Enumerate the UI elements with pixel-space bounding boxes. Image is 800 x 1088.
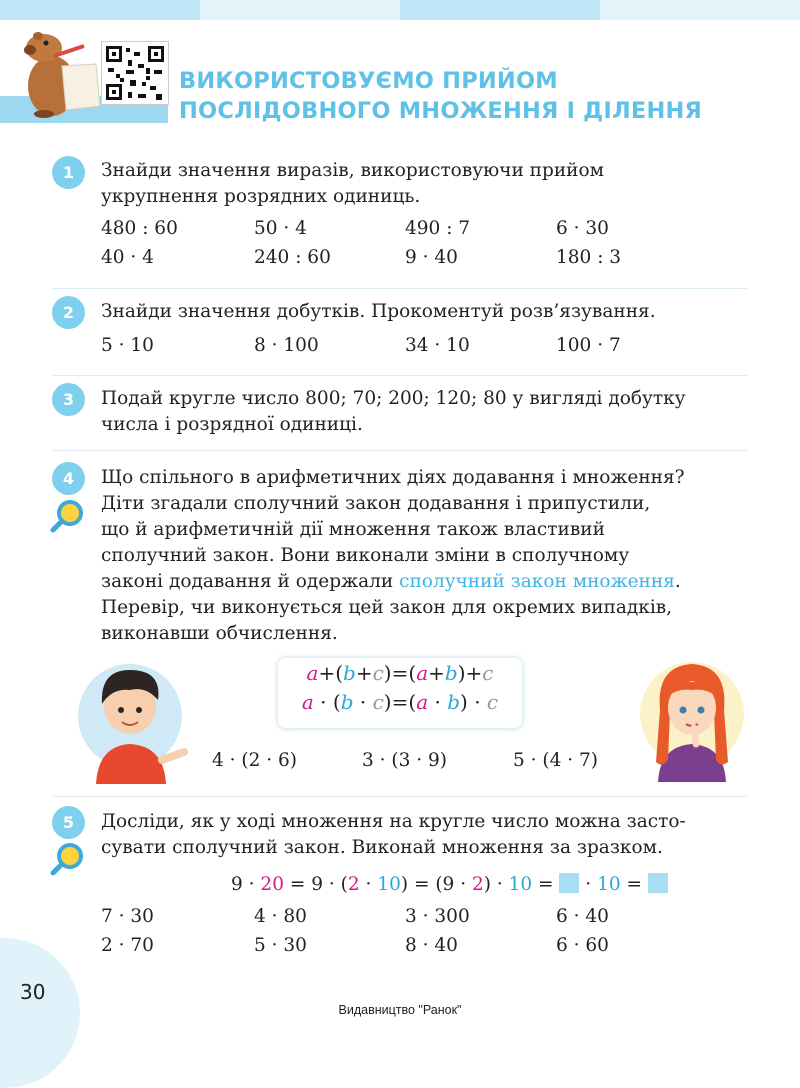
expression: 3 · (3 · 9) [362,750,448,771]
page-title [179,66,779,126]
expression: 490 : 7 [405,218,471,239]
paren: ) [460,690,468,714]
expression: 3 · 300 [405,906,470,927]
var-a: a [416,661,429,685]
paren: ) [383,661,392,685]
var-b: b [340,690,354,714]
expression: 180 : 3 [556,247,622,268]
example-part: 20 [260,874,284,895]
term-link[interactable]: сполучний закон множення [399,571,675,592]
task-text-line: що й арифметичній дії множення також властивий [101,519,605,540]
top-stripe [0,0,200,20]
text-segment: законі додавання й одержали [101,571,400,592]
divider [52,288,748,289]
magnifier-icon [48,841,86,879]
formula-multiplication [278,687,522,716]
expression: 8 · 40 [405,935,458,956]
boy-illustration-icon [76,656,188,786]
expression: 5 · 10 [101,335,154,356]
task-text-line: числа і розрядної одиниці. [101,414,363,435]
operator: + [318,661,336,685]
paren: ( [332,690,341,714]
task-number-badge: 4 [52,462,85,495]
paren: ) [383,690,392,714]
expression: 6 · 30 [556,218,609,239]
var-b: b [447,690,461,714]
task-2-text [101,299,761,325]
example-part: 10 [377,874,401,895]
expression: 2 · 70 [101,935,154,956]
task-4-text [101,465,761,647]
task-number-badge: 1 [52,156,85,189]
example-part: ) = (9 · [400,874,472,895]
var-a: a [301,690,314,714]
var-b: b [444,661,458,685]
paren: ( [335,661,344,685]
operator: · [474,690,481,714]
operator: + [355,661,373,685]
formula-addition [278,658,522,687]
expression: 40 · 4 [101,247,154,268]
expression: 4 · 80 [254,906,307,927]
example-part: 2 [471,874,484,895]
expression: 50 · 4 [254,218,307,239]
task-text-line: Подай кругле число 800; 70; 200; 120; 80 у вигляді добутку [101,388,686,409]
expression: 7 · 30 [101,906,154,927]
example-part: ) · [483,874,509,895]
task-text-line [101,569,761,595]
task-text-line: сувати сполучний закон. Виконай множення за зразком. [101,837,663,858]
example-part: = [532,874,560,895]
top-stripe [200,0,400,20]
associative-law-formulas [278,658,522,728]
expression: 5 · 30 [254,935,307,956]
divider [52,450,748,451]
var-a: a [416,690,429,714]
capybara-mascot-icon [14,26,104,120]
task-text-line: Що спільного в арифметичних діях додавання і множення? [101,467,685,488]
answer-blank[interactable] [648,873,668,893]
example-part: · [359,874,378,895]
operator: · [359,690,367,714]
task-number-badge: 5 [52,806,85,839]
operator: = [391,661,409,685]
operator: + [428,661,445,685]
var-c: c [372,690,384,714]
operator: + [465,661,483,685]
example-part: = 9 · ( [283,874,348,895]
task-text-line: сполучний закон. Вони виконали зміни в сполучному [101,545,630,566]
magnifier-icon [48,498,86,536]
task-1-text [101,158,761,210]
expression: 9 · 40 [405,247,458,268]
task-number-badge: 3 [52,383,85,416]
qr-code-icon [101,41,169,105]
publisher-credit: Видавництво "Ранок" [338,1003,462,1017]
example-part: 9 · [231,874,261,895]
paren: ( [408,661,417,685]
girl-illustration-icon [636,652,748,784]
operator: = [391,690,409,714]
task-number-badge: 2 [52,296,85,329]
top-stripe [600,0,800,20]
operator: · [434,690,441,714]
task-text-line: укрупнення розрядних одиниць. [101,186,421,207]
text-segment: . [674,571,681,592]
example-part: = [620,874,648,895]
example-part: 10 [597,874,621,895]
expression: 8 · 100 [254,335,319,356]
task-text-line: Діти згадали сполучний закон додавання і припустили, [101,493,651,514]
operator: · [320,690,327,714]
expression: 240 : 60 [254,247,331,268]
task-text-line: Знайди значення виразів, використовуючи прийом [101,160,605,181]
var-b: b [343,661,356,685]
task-text-line: Досліди, як у ході множення на кругле число можна засто- [101,811,686,832]
var-c: c [482,661,494,685]
task-text-line: Перевір, чи виконується цей закон для окремих випадків, [101,597,673,618]
example-part: 10 [508,874,533,895]
var-c: c [486,690,499,714]
task-text-line: виконавши обчислення. [101,623,338,644]
paren: ( [408,690,417,714]
expression: 100 · 7 [556,335,621,356]
expression: 480 : 60 [101,218,178,239]
paren: ) [457,661,466,685]
top-stripe [400,0,600,20]
example-part: 2 [347,874,360,895]
divider [52,375,748,376]
title-line: ПОСЛІДОВНОГО МНОЖЕННЯ І ДІЛЕННЯ [179,98,703,124]
task-5-text [101,809,761,861]
answer-blank[interactable] [559,873,579,893]
example-part: · [579,874,598,895]
worked-example [231,872,668,898]
expression: 4 · (2 · 6) [212,750,298,771]
var-a: a [306,661,319,685]
divider [52,796,748,797]
title-line: ВИКОРИСТОВУЄМО ПРИЙОМ [179,68,558,94]
var-c: c [372,661,384,685]
page-number: 30 [20,980,46,1004]
task-3-text [101,386,761,438]
expression: 34 · 10 [405,335,470,356]
expression: 5 · (4 · 7) [513,750,599,771]
expression: 6 · 40 [556,906,609,927]
task-text-line: Знайди значення добутків. Прокоментуй розв’язування. [101,301,656,322]
expression: 6 · 60 [556,935,609,956]
